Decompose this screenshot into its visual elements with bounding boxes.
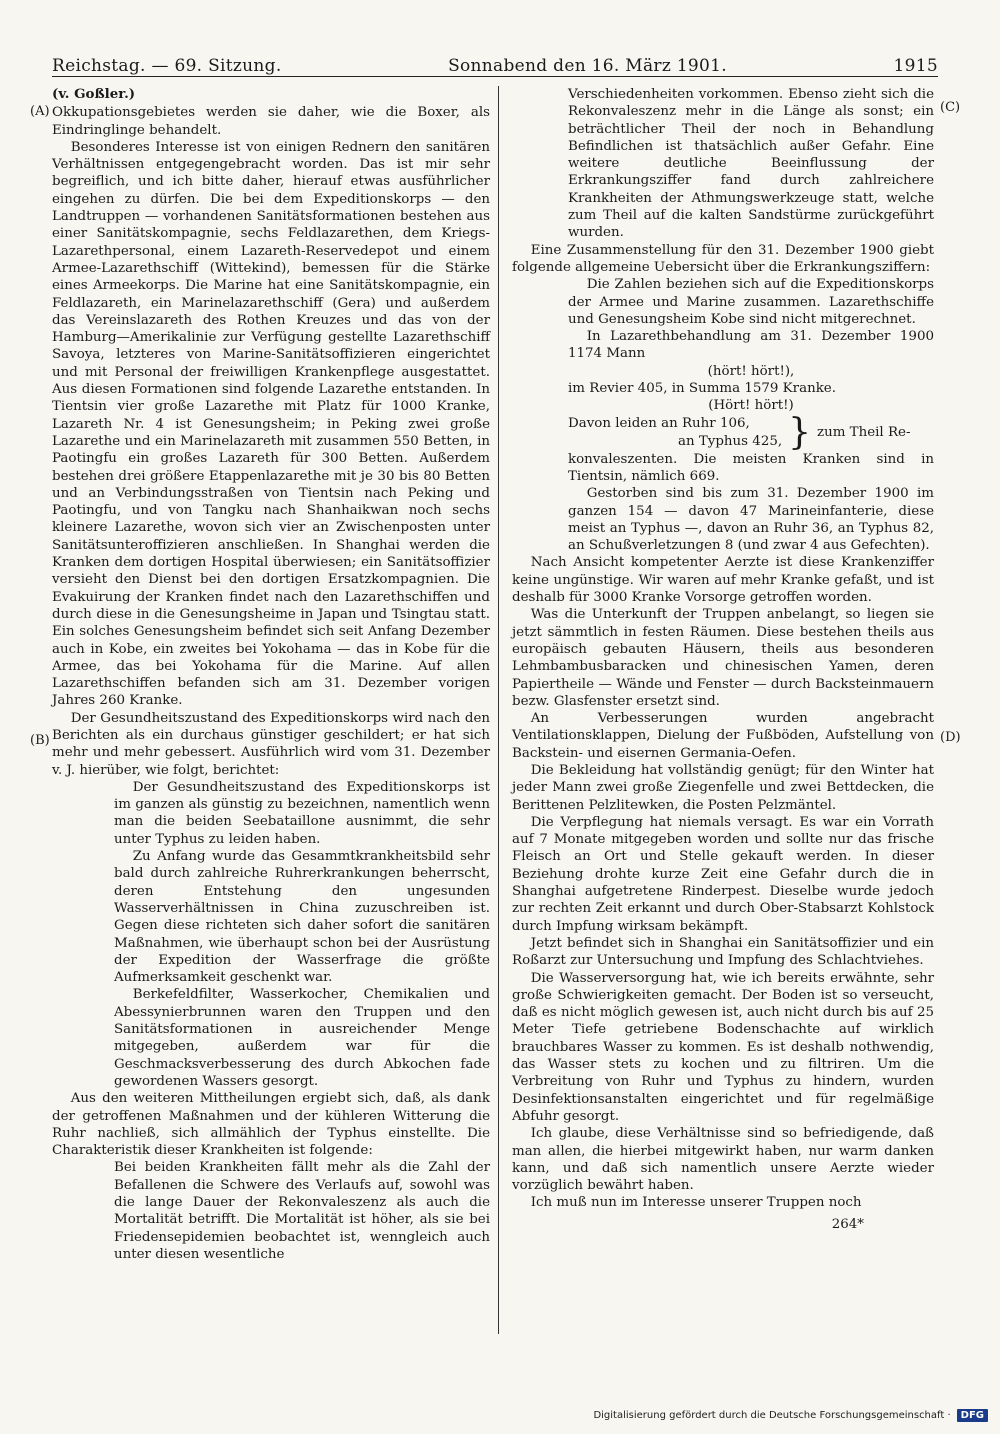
ruhr-line: Davon leiden an Ruhr 106,: [568, 416, 750, 432]
paragraph: Ich muß nun im Interesse unserer Truppen noch: [530, 1195, 862, 1211]
page-header: [52, 50, 938, 77]
paragraph: Der Gesundheitszustand des Expeditionskorps wird nach den Berichten als ein durchaus günstiger geschildert; er hat sich mehr und mehr gebessert. Ausführlich wird vom 31. Dezember v. J. hierüber, wie folgt, berichtet:: [52, 710, 490, 778]
right-column: [512, 86, 934, 1233]
header-left: Reichstag. — 69. Sitzung.: [52, 56, 282, 76]
margin-marker-a: (A): [30, 104, 50, 119]
zum-theil: zum Theil Re-: [817, 424, 911, 440]
quote-paragraph: Der Gesundheitszustand des Expeditionskorps ist im ganzen als günstig zu bezeichnen, namentlich wenn man die beiden Seebataillone ausnimmt, die sehr unter Typhus zu leiden haben.: [114, 779, 490, 847]
disease-breakdown: [568, 411, 934, 453]
paragraph: Okkupationsgebietes werden sie daher, wie die Boxer, als Eindringlinge behandelt.: [52, 105, 490, 138]
paragraph: Nach Ansicht kompetenter Aerzte ist diese Krankenziffer keine ungünstige. Wir waren auf mehr Kranke gefaßt, und ist deshalb für 3000 Kranke Vorsorge getroffen worden.: [512, 555, 934, 606]
paragraph: Jetzt befindet sich in Shanghai ein Sanitätsoffizier und ein Roßarzt zur Untersuchung und Impfung des Schlachtviehes.: [512, 935, 934, 969]
footer-text: Digitalisierung gefördert durch die Deutsche Forschungsgemeinschaft ·: [593, 1410, 951, 1421]
page-number: 1915: [893, 56, 938, 76]
dfg-logo-icon: DFG: [957, 1409, 988, 1422]
paragraph: Aus den weiteren Mittheilungen ergiebt sich, daß, als dank der getroffenen Maßnahmen und der kühleren Witterung die Ruhr nachließ, sich allmählich der Typhus einstellte. Die Charakteristik dieser Krankheiten ist folgende:: [52, 1091, 490, 1159]
quote-paragraph: Zu Anfang wurde das Gesammtkrankheitsbild sehr bald durch zahlreiche Ruhrerkrankungen beherrscht, deren Entstehung den ungesunden Wasserverhältnissen in China zuzuschreiben ist. Gegen diese richteten sich daher sofort die sanitären Maßnahmen, wie überhaupt schon bei der Ausrüstung der Expedition der Wasserfrage die größte Aufmerksamkeit geschenkt war.: [114, 849, 490, 986]
quote-paragraph: In Lazarethbehandlung am 31. Dezember 1900 1174 Mann: [568, 329, 934, 362]
interjection: (hört! hört!),: [707, 363, 795, 379]
sheet-signature: 264*: [831, 1216, 864, 1232]
quote-paragraph: Bei beiden Krankheiten fällt mehr als die Zahl der Befallenen die Schwere des Verlaufs auf, sowohl was die lange Dauer der Rekonvaleszenz als auch die Mortalität betrifft. Die Mortalität ist höher, als sie bei Friedensepidemien beobachtet ist, wenngleich auch unter diesen wesentliche: [114, 1160, 490, 1262]
paragraph: Ich glaube, diese Verhältnisse sind so befriedigende, daß man allen, die hierbei mitgewirkt haben, nur warm danken kann, und daß sich namentlich unsere Aerzte wieder vorzüglich bewährt haben.: [512, 1126, 934, 1194]
margin-marker-b: (B): [30, 733, 50, 748]
paragraph: Eine Zusammenstellung für den 31. Dezember 1900 giebt folgende allgemeine Uebersicht über die Erkrankungsziffern:: [512, 242, 934, 275]
brace: }: [788, 411, 812, 453]
interjection: (Hört! hört!): [708, 398, 794, 414]
column-divider: [498, 86, 499, 1334]
paragraph: An Verbesserungen wurden angebracht Ventilationsklappen, Dielung der Fußböden, Aufstellung von Backstein- und eisernen Germania-Oefen.: [512, 711, 934, 761]
paragraph: Die Verpflegung hat niemals versagt. Es war ein Vorrath auf 7 Monate mitgegeben worden und sollte nur das frische Fleisch an Ort und Stelle gekauft werden. In dieser Beziehung drohte kurze Zeit eine Gefahr durch die in Shanghai aufgetretene Rinderpest. Dieselbe wurde jedoch zur rechten Zeit erkannt und durch Ober-Stabsarzt Kohlstock durch Impfung wirksam bekämpft.: [512, 814, 934, 934]
paragraph: Besonderes Interesse ist von einigen Rednern den sanitären Verhältnissen entgegengebracht worden. Das ist mir sehr begreiflich, und ich bitte daher, hierauf etwas ausführlicher eingehen zu dürfen. Die bei dem Expeditionskorps — den Landtruppen — vorhandenen Sanitätsformationen bestehen aus einer Sanitätskompagnie, sechs Feldlazarethen, dem Kriegs-Lazarethpersonal, einem Lazareth-Reservedepot und einem Armee-Lazarethschiff (Wittekind), bemessen für die Stärke eines Armeekorps. Die Marine hat eine Sanitätskompagnie, ein Feldlazareth, ein Marinelazarethschiff (Gera) und außerdem das Vereinslazareth des Rothen Kreuzes und das von der Hamburg—Amerikalinie zur Verfügung gestellte Lazarethschiff Savoya, letzteres von Marine-Sanitätsoffizieren eingerichtet und mit Personal der freiwilligen Krankenpflege ausgestattet. Aus diesen Formationen sind folgende Lazarethe entstanden. In Tientsin vier große Lazarethe mit Platz für 1000 Kranke, Lazareth Nr. 4 ist Genesungsheim; in Peking zwei große Lazarethe und ein Marinelazareth mit zusammen 550 Betten, in Paotingfu ein großes Lazareth für 300 Betten. Außerdem bestehen drei größere Etappenlazarethe mit je 30 bis 80 Betten und an Verbindungsstraßen von Tientsin nach Peking und Paotingfu, und von Tangku nach Shanhaikwan noch sechs kleinere Lazarethe, wovon sich vier an Zwischenposten unter Sanitätsunteroffizieren anschließen. In Shanghai werden die Kranken dem dortigen Hospital überwiesen; ein Sanitätsoffizier versieht den Dienst bei den dortigen Ersatzkompagnien. Die Evakuirung der Kranken findet nach den Lazarethschiffen und durch diese in die Genesungsheime in Japan und Tsingtau statt. Ein solches Genesungsheim befindet sich seit Anfang Dezember auch in Kobe, ein zweites bei Yokohama — das in Kobe für die Armee, das bei Yokohama für die Marine. Auf allen Lazarethschiffen befanden sich am 31. Dezember vorigen Jahres 260 Kranke.: [52, 139, 490, 709]
margin-marker-d: (D): [940, 730, 961, 745]
left-column: [52, 86, 490, 1263]
quote-paragraph: Berkefeldfilter, Wasserkocher, Chemikalien und Abessynierbrunnen waren den Truppen und den Sanitätsformationen in ausreichender Menge mitgegeben, außerdem war für die Geschmacksverbesserung des durch Abkochen fade gewordenen Wassers gesorgt.: [114, 987, 490, 1089]
quote-paragraph: im Revier 405, in Summa 1579 Kranke.: [568, 381, 836, 397]
paragraph: Was die Unterkunft der Truppen anbelangt, so liegen sie jetzt sämmtlich in festen Räumen. Diese bestehen theils aus europäisch gebauten Häusern, theils aus besonderen Lehmbambusbaracken und chinesischen Yamen, deren Papiertheile — Wände und Fenster — durch Backsteinmauern bezw. Glasfenster ersetzt sind.: [512, 607, 934, 709]
digitization-footer: [593, 1409, 988, 1422]
margin-marker-c: (C): [940, 100, 961, 115]
paragraph: Die Bekleidung hat vollständig genügt; für den Winter hat jeder Mann zwei große Ziegenfelle und zwei Bettdecken, die Berittenen Pelzlitewken, die Posten Pelzmäntel.: [512, 762, 934, 813]
quote-paragraph: konvaleszenten. Die meisten Kranken sind in Tientsin, nämlich 669.: [568, 451, 934, 484]
speaker-label: (v. Goßler.): [52, 86, 136, 102]
header-title: Sonnabend den 16. März 1901.: [448, 56, 727, 76]
quote-paragraph: Verschiedenheiten vorkommen. Ebenso zieht sich die Rekonvaleszenz mehr in die Länge als sonst; ein beträchtlicher Theil der noch in Behandlung Befindlichen ist thatsächlich außer Gefahr. Eine weitere deutliche Beeinflussung der Erkrankungsziffer fand durch zahlreichere Krankheiten der Athmungswerkzeuge statt, welche zum Theil auf die kalten Sandstürme zurückgeführt wurden.: [568, 87, 934, 241]
quote-paragraph: Die Zahlen beziehen sich auf die Expeditionskorps der Armee und Marine zusammen. Lazarethschiffe und Genesungsheim Kobe sind nicht mitgerechnet.: [568, 277, 934, 327]
quote-paragraph: Gestorben sind bis zum 31. Dezember 1900 im ganzen 154 — davon 47 Marineinfanterie, diese meist an Typhus —, davon an Ruhr 36, an Typhus 82, an Schußverletzungen 8 (und zwar 4 aus Gefechten).: [568, 486, 934, 554]
paragraph: Die Wasserversorgung hat, wie ich bereits erwähnte, sehr große Schwierigkeiten gemacht. Der Boden ist so verseucht, daß es nicht möglich gewesen ist, auch nicht durch bis auf 25 Meter Tiefe getriebene Bodenschachte auf wirklich brauchbares Wasser zu kommen. Es ist deshalb nothwendig, das Wasser stets zu kochen und zu filtriren. Um die Verbreitung von Ruhr und Typhus zu hindern, wurden Desinfektionsanstalten eingerichtet und für regelmäßige Abfuhr gesorgt.: [512, 970, 934, 1124]
typhus-line: an Typhus 425,: [678, 433, 783, 449]
